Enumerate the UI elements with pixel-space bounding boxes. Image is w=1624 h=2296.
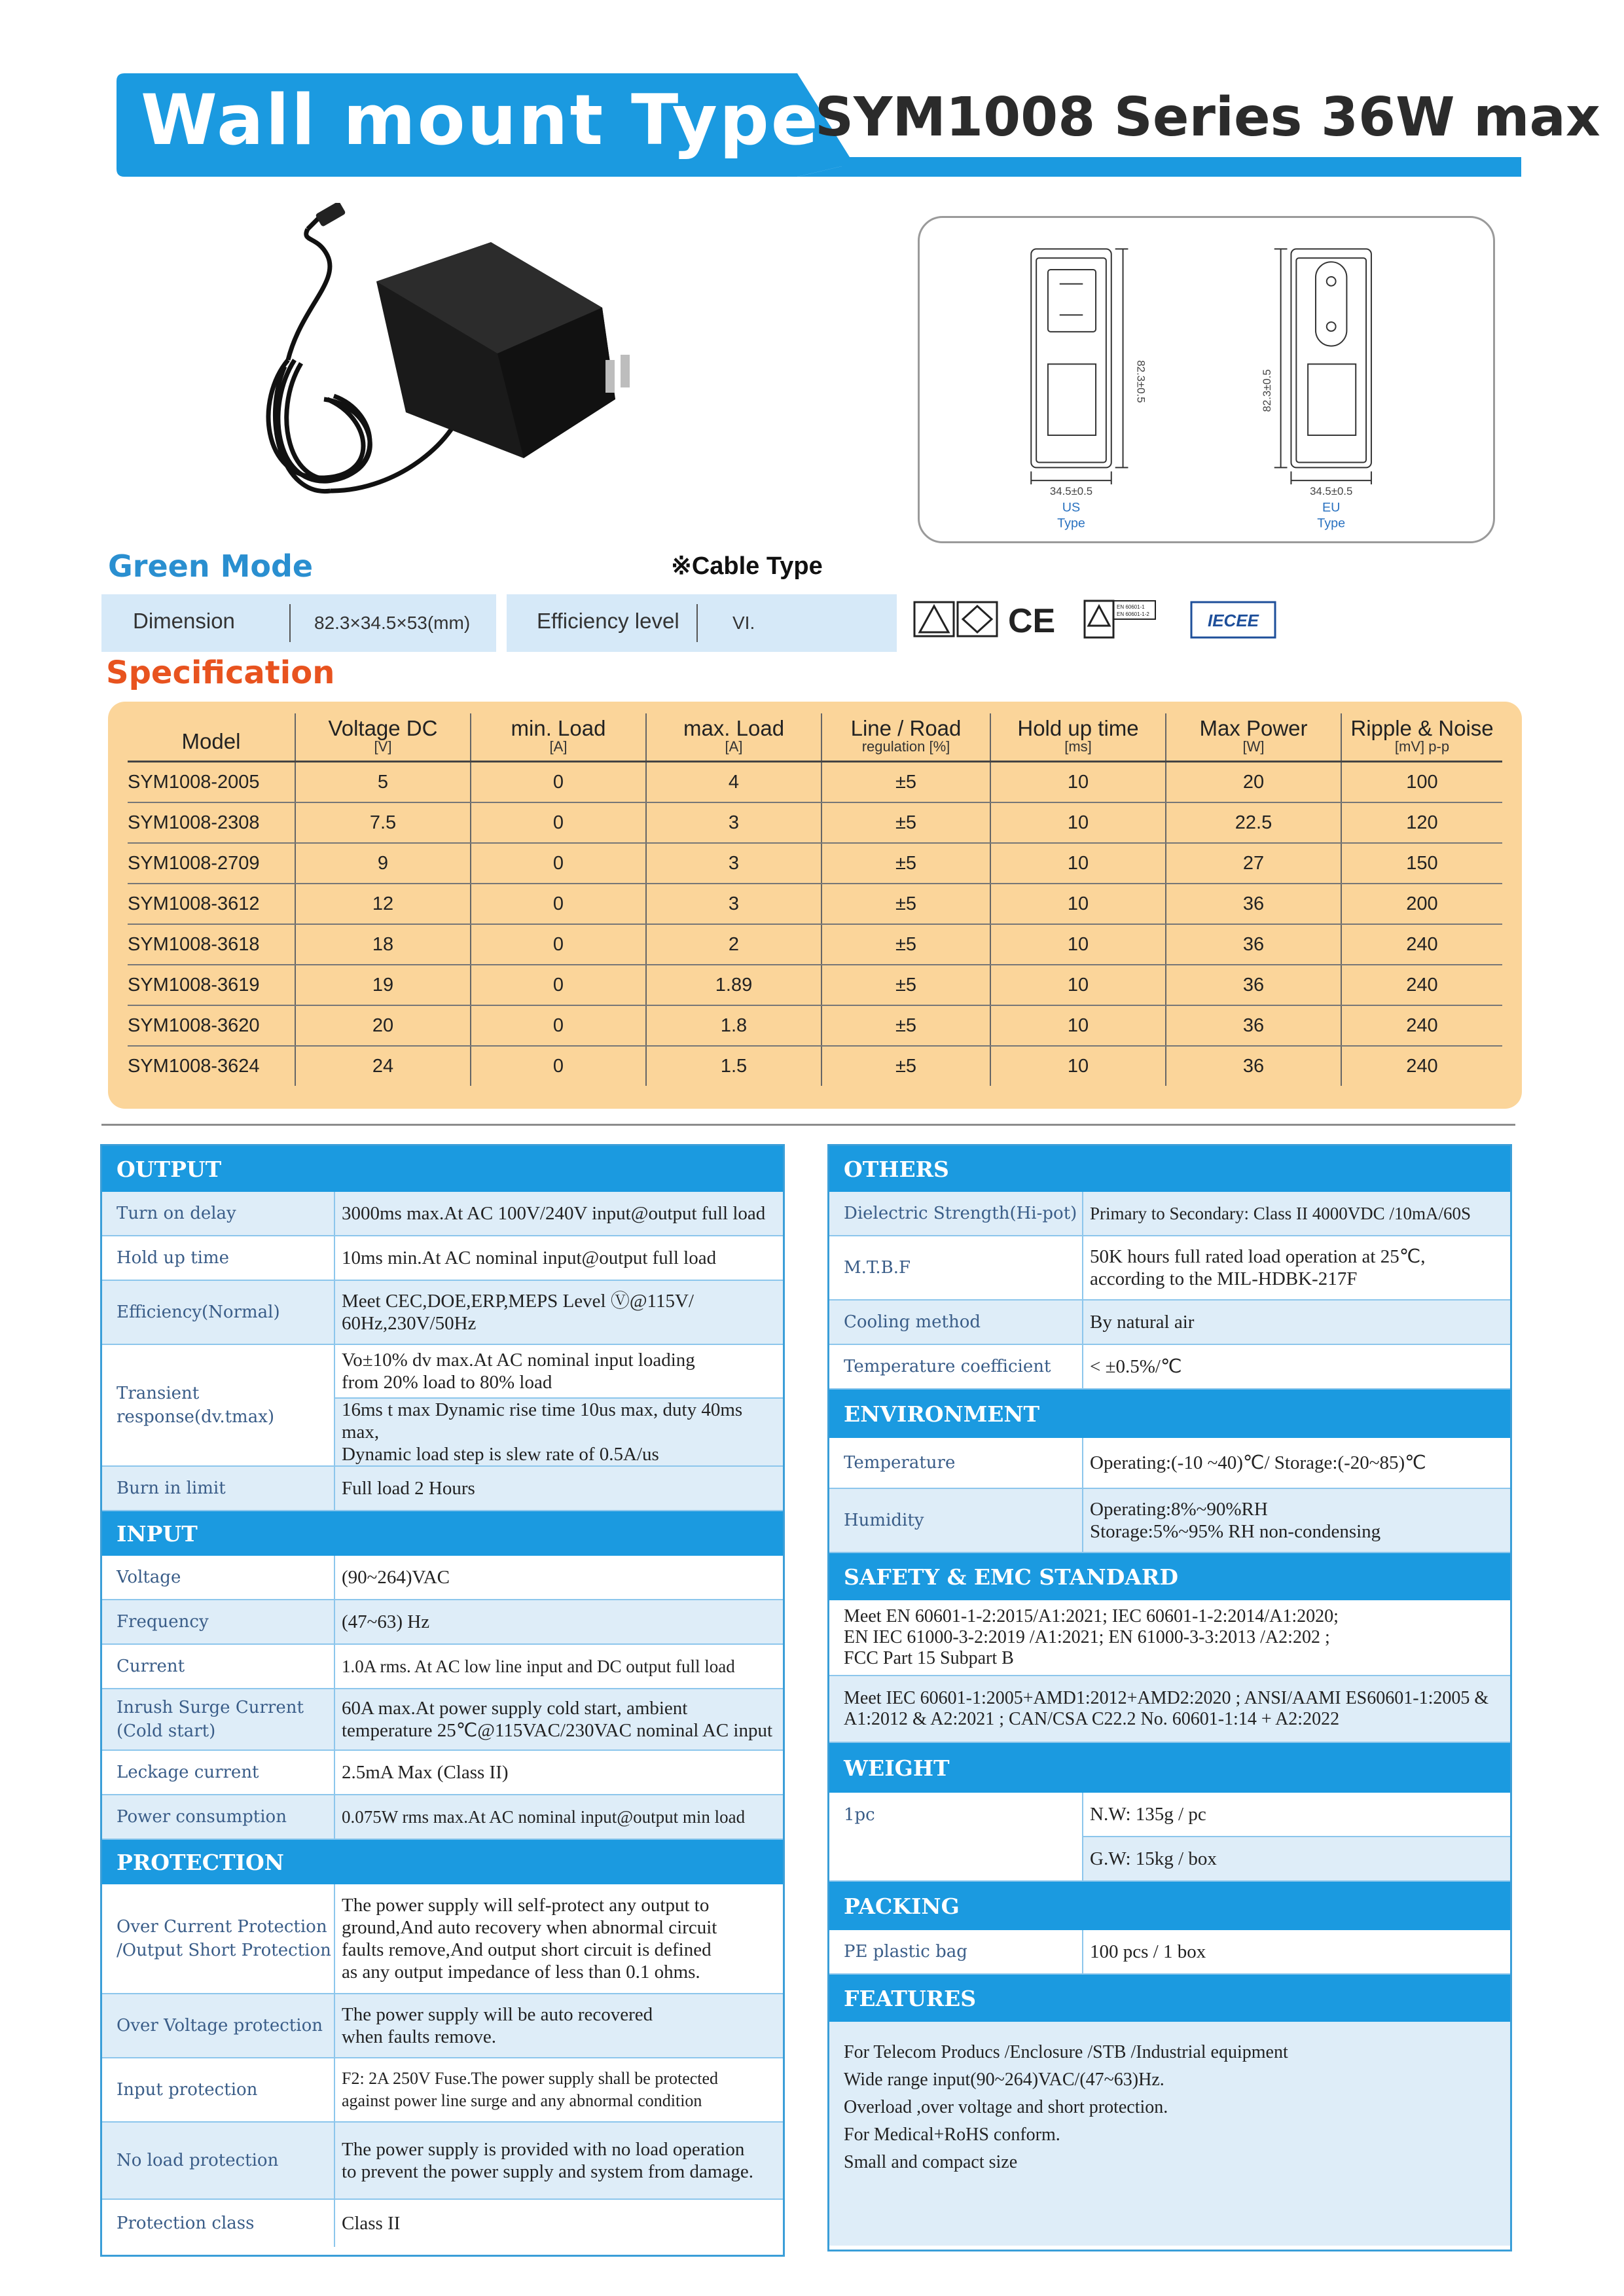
table-cell: SYM1008-3624	[128, 1055, 260, 1077]
safety-section-title: SAFETY & EMC STANDARD	[829, 1553, 1510, 1600]
table-cell: SYM1008-2709	[128, 843, 295, 884]
table-cell: 200	[1341, 884, 1502, 924]
list-item: For Medical+RoHS conform.	[844, 2125, 1060, 2145]
cable-type-label: ※Cable Type	[671, 552, 823, 580]
table-cell: 2	[646, 924, 821, 965]
green-mode-title: Green Mode	[108, 548, 314, 584]
dimension-label: Dimension	[133, 609, 235, 633]
table-row	[128, 843, 1502, 884]
table-row: Current 1.0A rms. At AC low line input and DC output full load	[102, 1645, 783, 1689]
table-cell: 3	[646, 802, 821, 843]
table-cell: ±5	[821, 1046, 990, 1086]
eu-width-label: 34.5±0.5	[1310, 484, 1353, 497]
table-cell: ±5	[821, 965, 990, 1005]
table-row	[128, 762, 1502, 803]
table-cell: 10	[990, 884, 1166, 924]
table-cell: 9	[295, 843, 471, 884]
table-row: Power consumption 0.075W rms max.At AC nominal input@output min load	[102, 1795, 783, 1840]
table-cell: 0	[471, 1046, 646, 1086]
table-cell: 10	[990, 762, 1166, 803]
table-cell: 3	[646, 843, 821, 884]
table-cell: SYM1008-3619	[128, 965, 295, 1005]
table-cell: 5	[295, 762, 471, 803]
table-cell: SYM1008-2005	[128, 762, 295, 803]
table-row: Over Voltage protection The power supply will be auto recovered when faults remove.	[102, 1994, 783, 2058]
output-section-title: OUTPUT	[102, 1146, 783, 1192]
us-height-label: 82.3±0.5	[1134, 360, 1147, 403]
table-header-row	[128, 713, 1502, 762]
table-cell: 36	[1166, 1005, 1341, 1046]
table-row: Inrush Surge Current (Cold start) 60A max.At power supply cold start, ambient temperature 25℃@115VAC/230VAC nominal AC input	[102, 1689, 783, 1751]
bs-mark-icon	[1085, 601, 1155, 637]
table-cell: 20	[295, 1005, 471, 1046]
table-cell: ±5	[821, 802, 990, 843]
table-row: Frequency (47~63) Hz	[102, 1600, 783, 1645]
table-cell: 10	[990, 843, 1166, 884]
warning-mark-icon	[914, 602, 954, 636]
efficiency-value: VI.	[732, 613, 755, 633]
table-cell: 10	[990, 1046, 1166, 1086]
table-row: Hold up time 10ms min.At AC nominal input@output full load	[102, 1236, 783, 1281]
input-section-title: INPUT	[102, 1511, 783, 1556]
table-cell: 20	[1166, 762, 1341, 803]
table-cell: 36	[1166, 1046, 1341, 1086]
packing-section-title: PACKING	[829, 1882, 1510, 1930]
efficiency-box	[507, 594, 897, 652]
product-photo	[249, 203, 668, 517]
table-row	[128, 802, 1502, 843]
table-row: Temperature coefficient < ±0.5%/℃	[829, 1345, 1510, 1390]
table-cell: 36	[1166, 965, 1341, 1005]
table-cell: 18	[295, 924, 471, 965]
divider	[696, 604, 698, 642]
column-header: Voltage DC [V]	[295, 713, 471, 762]
table-cell: 120	[1341, 802, 1502, 843]
table-row: No load protection The power supply is provided with no load operation to prevent the power supply and system from damage.	[102, 2123, 783, 2200]
column-header: Model	[128, 713, 295, 762]
table-row: M.T.B.F 50K hours full rated load operation at 25℃, according to the MIL-HDBK-217F	[829, 1236, 1510, 1300]
column-header: Hold up time [ms]	[990, 713, 1166, 762]
svg-text:IECEE: IECEE	[1207, 611, 1259, 630]
table-cell: ±5	[821, 924, 990, 965]
table-cell: 12	[295, 884, 471, 924]
section-divider	[101, 1124, 1515, 1126]
list-item: Wide range input(90~264)VAC/(47~63)Hz.	[844, 2070, 1164, 2090]
features-list	[829, 2022, 1510, 2246]
features-section-title: FEATURES	[829, 1975, 1510, 2022]
table-cell: 0	[471, 843, 646, 884]
divider	[289, 604, 291, 642]
svg-text:EN 60601-1-2: EN 60601-1-2	[1117, 611, 1149, 617]
safety-text-1: Meet EN 60601-1-2:2015/A1:2021; IEC 60601-1-2:2014/A1:2020; EN IEC 61000-3-2:2019 /A1:2021; EN 61000-3-3:2013 /A2:202 ; FCC Part 15 Subpart B	[829, 1600, 1510, 1676]
list-item: Small and compact size	[844, 2152, 1018, 2172]
safety-text-2: Meet IEC 60601-1:2005+AMD1:2012+AMD2:2020 ; ANSI/AAMI ES60601-1:2005 & A1:2012 & A2:2021 ; CAN/CSA C22.2 No. 60601-1:14 + A2:2022	[829, 1676, 1510, 1743]
left-spec-column	[100, 1144, 785, 2257]
table-cell: 240	[1341, 1005, 1502, 1046]
ce-mark-icon: CE	[1008, 602, 1056, 640]
specification-title: Specification	[106, 655, 335, 691]
table-cell: 27	[1166, 843, 1341, 884]
eu-label: EU	[1322, 500, 1341, 515]
others-section-title: OTHERS	[829, 1146, 1510, 1192]
efficiency-label: Efficiency level	[537, 609, 679, 633]
table-cell: SYM1008-2308	[128, 802, 295, 843]
model-table	[128, 713, 1502, 1086]
table-cell: ±5	[821, 1005, 990, 1046]
pse-mark-icon	[958, 602, 997, 636]
table-cell: 10	[990, 802, 1166, 843]
dimension-drawings	[918, 216, 1495, 543]
column-header: max. Load [A]	[646, 713, 821, 762]
column-header: Line / Road regulation [%]	[821, 713, 990, 762]
table-row	[128, 965, 1502, 1005]
table-cell: SYM1008-3612	[128, 884, 295, 924]
column-header: min. Load [A]	[471, 713, 646, 762]
column-header: Max Power [W]	[1166, 713, 1341, 762]
specification-panel	[108, 702, 1522, 1109]
us-width-label: 34.5±0.5	[1049, 484, 1093, 497]
table-cell: 1.5	[646, 1046, 821, 1086]
table-row: Turn on delay 3000ms max.At AC 100V/240V input@output full load	[102, 1192, 783, 1236]
series-title: SYM1008 Series 36W max	[815, 86, 1600, 149]
table-cell: 7.5	[295, 802, 471, 843]
environment-section-title: ENVIRONMENT	[829, 1390, 1510, 1438]
table-row: Transient response(dv.tmax) Vo±10% dv max.At AC nominal input loading from 20% load to 80% load 16ms t max Dynamic rise time 10us max, duty 40ms max, Dynamic load step is slew rate of 0.5A/us	[102, 1345, 783, 1467]
dimension-box	[101, 594, 496, 652]
svg-text:EN 60601-1: EN 60601-1	[1117, 604, 1145, 610]
table-row: 1pc N.W: 135g / pc G.W: 15kg / box	[829, 1793, 1510, 1882]
table-cell: 100	[1341, 762, 1502, 803]
table-cell: 150	[1341, 843, 1502, 884]
table-cell: 240	[1341, 924, 1502, 965]
eu-type-label: Type	[1317, 516, 1346, 531]
column-header: Ripple & Noise [mV] p-p	[1341, 713, 1502, 762]
table-cell: 3	[646, 884, 821, 924]
table-cell: 22.5	[1166, 802, 1341, 843]
table-cell: ±5	[821, 884, 990, 924]
certification-marks	[913, 597, 1276, 641]
table-cell: 10	[990, 965, 1166, 1005]
table-cell: 10	[990, 924, 1166, 965]
table-cell: 0	[471, 884, 646, 924]
table-cell: 0	[471, 802, 646, 843]
eu-height-label: 82.3±0.5	[1260, 369, 1273, 412]
table-row: Burn in limit Full load 2 Hours	[102, 1467, 783, 1511]
table-row: Efficiency(Normal) Meet CEC,DOE,ERP,MEPS Level Ⓥ@115V/ 60Hz,230V/50Hz	[102, 1281, 783, 1345]
iecee-mark-icon	[1191, 602, 1275, 637]
table-cell: 0	[471, 965, 646, 1005]
table-cell: 1.8	[646, 1005, 821, 1046]
list-item: For Telecom Producs /Enclosure /STB /Industrial equipment	[844, 2042, 1288, 2062]
table-cell: ±5	[821, 843, 990, 884]
protection-section-title: PROTECTION	[102, 1840, 783, 1884]
table-cell: 0	[471, 924, 646, 965]
table-cell: SYM1008-3618	[128, 924, 295, 965]
dimension-value: 82.3×34.5×53(mm)	[314, 613, 471, 633]
table-cell: ±5	[821, 762, 990, 803]
table-row	[128, 1005, 1502, 1046]
table-row: Voltage (90~264)VAC	[102, 1556, 783, 1600]
table-row: Over Current Protection /Output Short Protection The power supply will self-protect any output to ground,And auto recovery when abnormal circuit faults remove,And output short circuit is defined as any output impedance of less than 0.1 ohms.	[102, 1884, 783, 1994]
us-type-label: Type	[1057, 516, 1085, 531]
us-label: US	[1062, 500, 1081, 515]
weight-section-title: WEIGHT	[829, 1743, 1510, 1793]
table-row: Cooling method By natural air	[829, 1300, 1510, 1345]
right-spec-column	[827, 1144, 1512, 2251]
table-row: Humidity Operating:8%~90%RH Storage:5%~95% RH non-condensing	[829, 1489, 1510, 1553]
table-row: Protection class Class II	[102, 2200, 783, 2247]
table-cell: 10	[990, 1005, 1166, 1046]
table-row: Dielectric Strength(Hi-pot) Primary to Secondary: Class II 4000VDC /10mA/60S	[829, 1192, 1510, 1236]
table-cell: 0	[471, 1005, 646, 1046]
table-cell: 36	[1166, 884, 1341, 924]
table-cell: 240	[1341, 1046, 1502, 1086]
table-cell: SYM1008-3620	[128, 1005, 295, 1046]
table-row	[128, 924, 1502, 965]
table-cell: 4	[646, 762, 821, 803]
table-cell: 240	[1341, 965, 1502, 1005]
table-row: Leckage current 2.5mA Max (Class II)	[102, 1751, 783, 1795]
table-cell: 19	[295, 965, 471, 1005]
table-cell: 24	[295, 1046, 471, 1086]
table-row	[128, 1046, 1502, 1086]
table-row: PE plastic bag 100 pcs / 1 box	[829, 1930, 1510, 1975]
list-item: Overload ,over voltage and short protection.	[844, 2097, 1168, 2117]
table-cell: 1.89	[646, 965, 821, 1005]
table-row: Temperature Operating:(-10 ~40)℃/ Storage:(-20~85)℃	[829, 1438, 1510, 1489]
table-cell: 0	[471, 762, 646, 803]
page-title: Wall mount Type	[141, 80, 820, 160]
table-cell: 36	[1166, 924, 1341, 965]
table-row	[128, 884, 1502, 924]
table-row: Input protection F2: 2A 250V Fuse.The power supply shall be protected against power line surge and any abnormal condition	[102, 2058, 783, 2123]
